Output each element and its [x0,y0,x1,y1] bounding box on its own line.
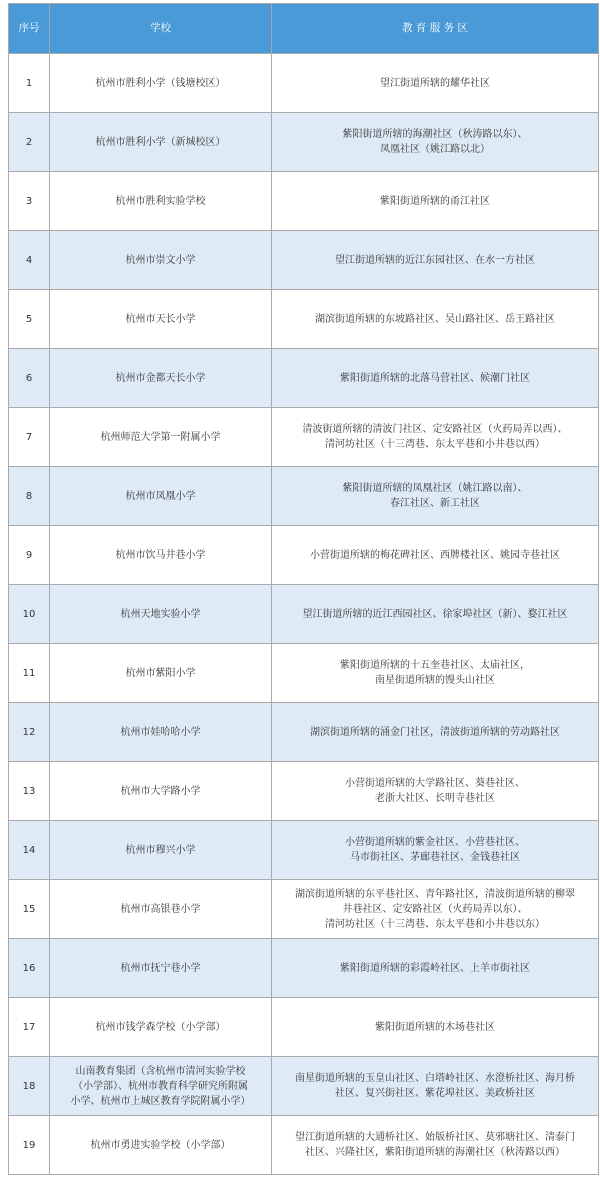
row-school-cell: 杭州市勇进实验学校（小学部） [50,1116,272,1175]
row-index-cell: 7 [9,408,50,467]
row-school-cell: 杭州市穆兴小学 [50,821,272,880]
row-service-area-cell: 望江街道所辖的近江东园社区、在水一方社区 [272,231,599,290]
table-row [9,467,599,526]
row-school-cell: 杭州市紫阳小学 [50,644,272,703]
row-school-cell: 杭州师范大学第一附属小学 [50,408,272,467]
table-row [9,1057,599,1116]
row-index-cell: 1 [9,54,50,113]
table-row [9,113,599,172]
row-index-cell: 11 [9,644,50,703]
row-index-cell: 18 [9,1057,50,1116]
row-service-area-cell: 紫阳街道所辖的北落马营社区、候潮门社区 [272,349,599,408]
row-service-area-cell: 紫阳街道所辖的木场巷社区 [272,998,599,1057]
row-school-cell: 杭州市钱学森学校（小学部） [50,998,272,1057]
row-service-area-cell: 小营街道所辖的大学路社区、葵巷社区、 老浙大社区、长明寺巷社区 [272,762,599,821]
table-header [9,4,599,54]
row-index-cell: 15 [9,880,50,939]
row-index-cell: 8 [9,467,50,526]
row-service-area-cell: 紫阳街道所辖的彩霞岭社区、上羊市街社区 [272,939,599,998]
row-index-cell: 6 [9,349,50,408]
row-index-cell: 5 [9,290,50,349]
row-school-cell: 杭州市抚宁巷小学 [50,939,272,998]
row-service-area-cell: 湖滨街道所辖的东坡路社区、吴山路社区、岳王路社区 [272,290,599,349]
row-index-cell: 16 [9,939,50,998]
table-row [9,172,599,231]
row-index-cell: 14 [9,821,50,880]
table-row [9,880,599,939]
row-school-cell: 杭州市饮马井巷小学 [50,526,272,585]
row-service-area-cell: 望江街道所辖的耀华社区 [272,54,599,113]
table-row [9,644,599,703]
table-row [9,762,599,821]
school-district-table [8,3,599,1175]
table-row [9,998,599,1057]
table-row [9,290,599,349]
table-row [9,408,599,467]
table-row [9,585,599,644]
header-index: 序号 [9,4,50,54]
row-service-area-cell: 小营街道所辖的紫金社区、小营巷社区、 马市街社区、茅廊巷社区、金钱巷社区 [272,821,599,880]
row-school-cell: 杭州市凤凰小学 [50,467,272,526]
row-index-cell: 17 [9,998,50,1057]
row-school-cell: 杭州市大学路小学 [50,762,272,821]
row-school-cell: 杭州市胜利实验学校 [50,172,272,231]
row-school-cell: 杭州市天长小学 [50,290,272,349]
row-service-area-cell: 紫阳街道所辖的甬江社区 [272,172,599,231]
row-service-area-cell: 小营街道所辖的梅花碑社区、西牌楼社区、姚园寺巷社区 [272,526,599,585]
row-index-cell: 12 [9,703,50,762]
table-body [9,54,599,1175]
row-school-cell: 杭州市金都天长小学 [50,349,272,408]
row-index-cell: 4 [9,231,50,290]
table-row [9,54,599,113]
row-service-area-cell: 望江街道所辖的近江西园社区、徐家埠社区（新）、婺江社区 [272,585,599,644]
row-school-cell: 杭州市胜利小学（新城校区） [50,113,272,172]
row-index-cell: 2 [9,113,50,172]
row-index-cell: 19 [9,1116,50,1175]
table-row [9,231,599,290]
row-school-cell: 杭州市娃哈哈小学 [50,703,272,762]
table-row [9,821,599,880]
row-school-cell: 杭州市胜利小学（钱塘校区） [50,54,272,113]
header-row [9,4,599,54]
row-school-cell: 杭州市高银巷小学 [50,880,272,939]
row-service-area-cell: 清波街道所辖的清波门社区、定安路社区（火药局弄以西）、 清河坊社区（十三湾巷、东太平巷和小井巷以西） [272,408,599,467]
row-index-cell: 9 [9,526,50,585]
row-service-area-cell: 湖滨街道所辖的东平巷社区、青年路社区，清波街道所辖的柳翠 井巷社区、定安路社区（火药局弄以东）、 清河坊社区（十三湾巷、东太平巷和小井巷以东） [272,880,599,939]
table-row [9,1116,599,1175]
row-service-area-cell: 紫阳街道所辖的海潮社区（秋涛路以东）、 凤凰社区（姚江路以北） [272,113,599,172]
header-school: 学校 [50,4,272,54]
row-school-cell: 杭州市崇文小学 [50,231,272,290]
row-index-cell: 10 [9,585,50,644]
row-service-area-cell: 紫阳街道所辖的凤凰社区（姚江路以南）、 春江社区、新工社区 [272,467,599,526]
table-row [9,349,599,408]
school-district-table-container [8,3,598,1175]
row-service-area-cell: 紫阳街道所辖的十五奎巷社区、太庙社区， 南星街道所辖的馒头山社区 [272,644,599,703]
table-row [9,703,599,762]
row-service-area-cell: 湖滨街道所辖的涌金门社区，清波街道所辖的劳动路社区 [272,703,599,762]
row-index-cell: 13 [9,762,50,821]
row-service-area-cell: 南星街道所辖的玉皇山社区、白塔岭社区、水澄桥社区、海月桥 社区、复兴街社区、紫花埠社区、美政桥社区 [272,1057,599,1116]
row-school-cell: 山南教育集团（含杭州市清河实验学校 （小学部）、杭州市教育科学研究所附属 小学、杭州市上城区教育学院附属小学） [50,1057,272,1116]
row-index-cell: 3 [9,172,50,231]
header-service-area: 教 育 服 务 区 [272,4,599,54]
table-row [9,526,599,585]
table-row [9,939,599,998]
row-school-cell: 杭州天地实验小学 [50,585,272,644]
row-service-area-cell: 望江街道所辖的大通桥社区、始版桥社区、莫邪塘社区、清泰门 社区、兴隆社区，紫阳街道所辖的海潮社区（秋涛路以西） [272,1116,599,1175]
